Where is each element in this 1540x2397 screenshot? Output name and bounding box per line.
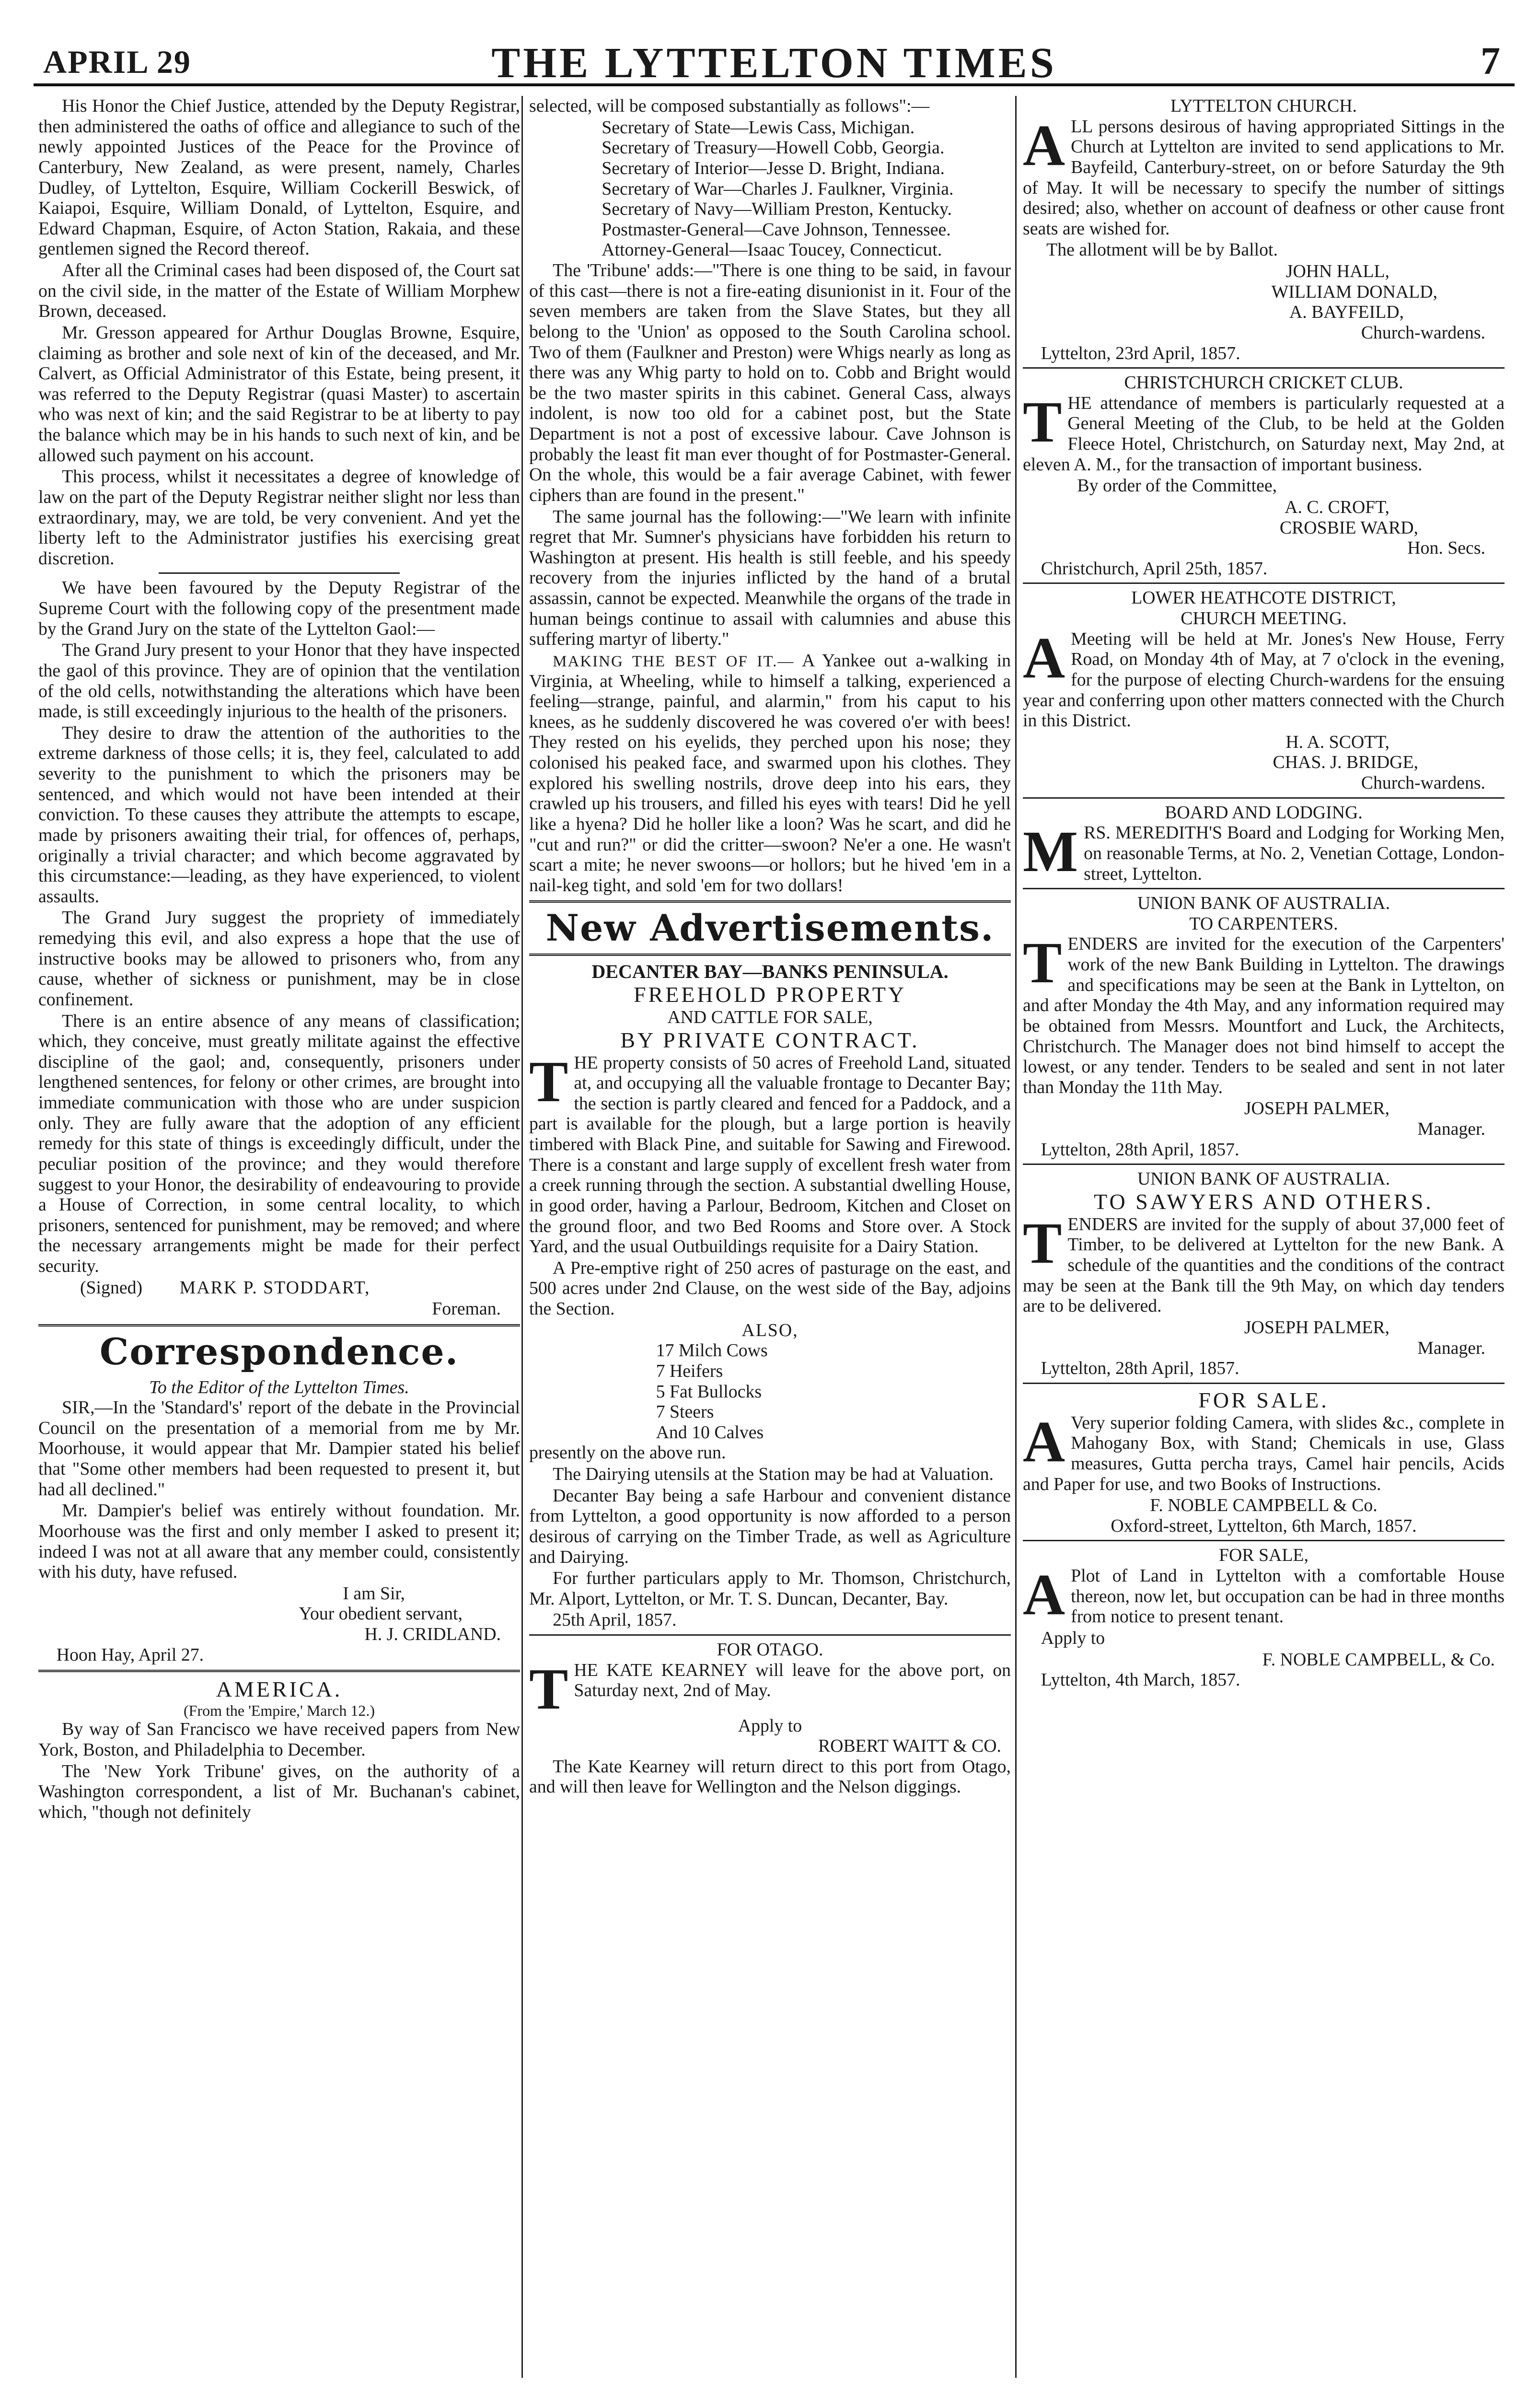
dateline: Lyttelton, 28th April, 1857. — [1041, 1358, 1239, 1379]
list-item: Secretary of State—Lewis Cass, Michigan. — [602, 117, 915, 138]
paragraph: Decanter Bay being a safe Harbour and convenient distance from Lyttelton, a good opportunity is now afforded to a person desirous of carrying on the Timber Trade, as well as Agriculture and Dairying. — [529, 1485, 1011, 1567]
advertiser-name: F. NOBLE CAMPBELL, & Co. — [1262, 1649, 1495, 1670]
letter-salutation-heading: To the Editor of the Lyttelton Times. — [149, 1377, 409, 1397]
section-heading: AMERICA. — [216, 1677, 343, 1702]
ad-body — [1023, 1562, 1505, 1627]
livestock-list — [529, 1340, 1011, 1443]
issue-date: APRIL 29 — [43, 44, 191, 80]
ad-text: HE KATE KEARNEY will leave for the above port, on Saturday next, 2nd of May. — [574, 1660, 1011, 1701]
ad-text: ENDERS are invited for the supply of about 37,000 feet of Timber, to be delivered at Lyttelton for the new Bank. A schedule of the quantities and the conditions of the contract may be seen at the Bank till the 9th May, on which day tenders are to be delivered. — [1023, 1214, 1505, 1316]
ad-text: HE attendance of members is particularly requested at a General Meeting of the Club, to be held at the Golden Fleece Hotel, Christchurch, on Saturday next, May 2nd, at eleven A. M., for the transaction of important business. — [1023, 393, 1505, 475]
divider — [1023, 1164, 1505, 1165]
paragraph: selected, will be composed substantially as follows":— — [529, 96, 930, 116]
list-item: Attorney-General—Isaac Toucey, Connecticut. — [602, 240, 942, 260]
signer-title: Church-wardens. — [1361, 773, 1485, 793]
ad-heading: DECANTER BAY—BANKS PENINSULA. — [591, 961, 949, 983]
paragraph: The 'Tribune' adds:—"There is one thing to be said, in favour of this cast—there is not a fire-eating disunionist in it. Four of the seven members are taken from the Slave States, but they all belong to the 'Union' as opposed to the South Carolina school. Two of them (Faulkner and Preston) were Whigs nearly as long as there was any Whig party to hold on to. Cobb and Bright would be the two master spirits in this cabinet. General Cass, always indolent, is now too old for a cabinet post, but the State Department is not a post of excessive labour. Cave Johnson is probably the least fit man ever thought of for Postmaster-General. On the whole, this would be a fair average Cabinet, with fewer ciphers than are found in the present." — [529, 260, 1011, 505]
paragraph: By way of San Francisco we have received papers from New York, Boston, and Philadelphia to December. — [38, 1719, 520, 1760]
divider — [1023, 888, 1505, 889]
column-1 — [38, 96, 520, 1823]
paragraph: After all the Criminal cases had been disposed of, the Court sat on the civil side, in the matter of the Estate of William Morphew Brown, deceased. — [38, 260, 520, 322]
advertiser-name: F. NOBLE CAMPBELL & Co. — [1150, 1495, 1378, 1516]
ad-subheading: TO SAWYERS AND OTHERS. — [1094, 1189, 1434, 1214]
column-2 — [529, 96, 1011, 1798]
newspaper-title: THE LYTTELTON TIMES — [491, 39, 1057, 87]
signer-name: A. C. CROFT, — [1285, 497, 1389, 517]
signer-name: JOSEPH PALMER, — [1244, 1098, 1389, 1119]
drop-cap: A — [1023, 1562, 1065, 1627]
paragraph — [529, 651, 1011, 896]
drop-cap: T — [1023, 931, 1062, 996]
closing: Your obedient servant, — [299, 1604, 463, 1624]
ad-heading: UNION BANK OF AUSTRALIA. — [1137, 1169, 1390, 1189]
list-item: 7 Heifers — [656, 1361, 723, 1381]
signer-title: Manager. — [1417, 1119, 1485, 1139]
ad-body — [1023, 625, 1505, 731]
apply-line: Apply to — [738, 1715, 802, 1736]
paragraph: presently on the above run. — [529, 1443, 726, 1463]
list-item: Postmaster-General—Cave Johnson, Tennessee. — [602, 219, 951, 240]
paragraph: Mr. Dampier's belief was entirely without foundation. Mr. Moorhouse was the first and only member I asked to present it; indeed I was not at all aware that any member could, consistently with his duty, have refused. — [38, 1501, 520, 1582]
divider — [529, 954, 1011, 956]
signer-name: JOSEPH PALMER, — [1244, 1317, 1389, 1338]
ad-heading: FOR OTAGO. — [717, 1640, 823, 1660]
signer-title: Hon. Secs. — [1407, 538, 1485, 559]
signer-name: WILLIAM DONALD, — [1271, 281, 1437, 302]
signer-title: Church-wardens. — [1361, 322, 1485, 343]
letter-signer: H. J. CRIDLAND. — [364, 1624, 501, 1645]
ad-text: Meeting will be held at Mr. Jones's New House, Ferry Road, on Monday 4th of May, at 7 o'clock in the evening, for the purpose of electing Church-wardens for the ensuing year and conferring upon other matters connected with the Church in this District. — [1023, 628, 1505, 731]
ad-subheading: FREEHOLD PROPERTY — [633, 982, 907, 1007]
divider — [529, 900, 1011, 903]
signer-name: MARK P. STODDART, — [179, 1277, 371, 1298]
signer-name: CHAS. J. BRIDGE, — [1273, 752, 1418, 773]
ad-heading: LYTTELTON CHURCH. — [1170, 96, 1357, 116]
drop-cap: A — [1023, 1409, 1065, 1474]
cabinet-list — [529, 117, 1011, 260]
paragraph-body: A Yankee out a-walking in Virginia, at Wheeling, while to himself a talking, experienced a feeling—strange, painful, and alarmin," from his caput to his knees, as he suddenly discovered he was covered o'er with bees! They rested on his eyelids, they perched upon his nose; they colonised his peaked face, and swarmed upon his clothes. They explored his swelling nostrils, drove deep into his ears, they crawled up his trousers, and filled his eyes with tears! Did he yell like a hyena? Did he holler like a loon? Was he scart, and did he "cut and run?" or did the critter—swoon? Ne'er a one. He wasn't scart a mite; he never swoons—or hollors; but he hived 'em in a nail-keg tight, and sold 'em for two dollars! — [529, 650, 1011, 896]
dateline: Oxford-street, Lyttelton, 6th March, 1857. — [1111, 1515, 1417, 1536]
list-item: Secretary of Navy—William Preston, Kentucky. — [602, 199, 952, 220]
ad-text: HE property consists of 50 acres of Freehold Land, situated at, and occupying all the valuable frontage to Decanter Bay; the section is partly cleared and fenced for a Paddock, and a part is available for the plough, but a large portion is heavily timbered with Black Pine, and suitable for Sawing and Firewood. There is a constant and large supply of excellent fresh water from a creek running through the section. A substantial dwelling House, in good order, having a Parlour, Bedroom, Kitchen and Closet on the ground floor, and two Bed Rooms and Store over. A Stock Yard, and the usual Outbuildings requisite for a Dairy Station. — [529, 1052, 1011, 1257]
signer-name: H. A. SCOTT, — [1285, 732, 1389, 752]
divider — [1023, 367, 1505, 369]
drop-cap: A — [1023, 625, 1065, 690]
dateline: Hoon Hay, April 27. — [56, 1644, 204, 1665]
signer-name: JOHN HALL, — [1285, 261, 1389, 281]
ad-subheading: BY PRIVATE CONTRACT. — [620, 1027, 920, 1052]
paragraph: They desire to draw the attention of the authorities to the extreme darkness of those cells; it is, they feel, calculated to add severity to the punishment to which the prisoners may be sentenced, and which would not have been intended at their conviction. To these causes they attribute the attempts to escape, made by prisoners awaiting their trial, for offences of, perhaps, originally a trivial character; and which become aggravated by this circumstance:—leading, as they have experienced, to violent assaults. — [38, 722, 520, 907]
section-heading: New Advertisements. — [545, 907, 995, 950]
divider — [1023, 1540, 1505, 1541]
ad-text: Plot of Land in Lyttelton with a comfortable House thereon, now let, but occupation can be had in three months from notice to present tenant. — [1071, 1566, 1505, 1627]
ad-body — [1023, 1210, 1505, 1316]
drop-cap: T — [1023, 1210, 1062, 1276]
dateline: Lyttelton, 4th March, 1857. — [1041, 1670, 1240, 1690]
ad-heading: FOR SALE. — [1198, 1387, 1329, 1412]
list-item: Secretary of War—Charles J. Faulkner, Virginia. — [602, 178, 954, 199]
divider — [1023, 582, 1505, 584]
ad-body — [529, 1049, 1011, 1257]
dateline: Lyttelton, 28th April, 1857. — [1041, 1139, 1239, 1160]
ad-heading: CHURCH MEETING. — [1181, 608, 1347, 628]
ad-subheading: ALSO, — [741, 1320, 799, 1340]
paragraph: There is an entire absence of any means of classification; which, they conceive, must greatly militate against the effective discipline of the gaol; and, consequently, prisoners under lengthened sentences, for felony or other crimes, are brought into immediate communication with those who are under suspicion only. They are fully aware that the adoption of any efficient remedy for this state of things is exceedingly difficult, under the peculiar position of the province; and they would therefore suggest to your Honor, the desirability of endeavouring to provide a House of Correction, in some central locality, to which prisoners, sentenced for punishment, may be removed; and where the necessary arrangements might be made for their perfect security. — [38, 1011, 520, 1276]
section-heading: Correspondence. — [99, 1330, 459, 1373]
closing: I am Sir, — [343, 1583, 405, 1604]
closing: By order of the Committee, — [1077, 476, 1277, 496]
column-3 — [1023, 96, 1505, 1691]
paragraph: For further particulars apply to Mr. Thomson, Christchurch, Mr. Alport, Lyttelton, or Mr. T. S. Duncan, Decanter, Bay. — [529, 1568, 1011, 1609]
ad-heading: CHRISTCHURCH CRICKET CLUB. — [1124, 372, 1403, 393]
ad-heading: LOWER HEATHCOTE DISTRICT, — [1131, 588, 1396, 608]
paragraph: We have been favoured by the Deputy Registrar of the Supreme Court with the following copy of the presentment made by the Grand Jury on the state of the Lyttelton Gaol:— — [38, 578, 520, 639]
ad-heading: BOARD AND LODGING. — [1165, 802, 1363, 823]
ad-body — [1023, 389, 1505, 475]
drop-cap: T — [1023, 389, 1062, 454]
divider — [38, 1324, 520, 1326]
divider — [1023, 797, 1505, 799]
signature-line — [38, 1278, 520, 1298]
signer-name: CROSBIE WARD, — [1279, 517, 1418, 538]
paragraph: Mr. Gresson appeared for Arthur Douglas Browne, Esquire, claiming as brother and sole next of kin of the deceased, and Mr. Calvert, as Official Administrator of this Estate, being present, it was referred to the Deputy Registrar (quasi Master) to ascertain who was next of kin; and the said Registrar to be at liberty to pay the balance which may be in his hands to such next of kin, and be allowed such payment on his account. — [38, 322, 520, 465]
ad-text: LL persons desirous of having appropriated Sittings in the Church at Lyttelton are invited to send applications to Mr. Bayfeild, Canterbury-street, on or before Saturday the 9th of May. It will be necessary to specify the number of sittings desired; also, whether on account of deafness or other cause front seats are wished for. — [1023, 116, 1505, 239]
ad-text: Very superior folding Camera, with slides &c., complete in Mahogany Box, with Stand; Chemicals in use, Glass measures, Gutta percha trays, Camel hair pencils, Acids and Paper for use, and two Books of Instructions. — [1023, 1412, 1505, 1494]
divider — [1023, 1383, 1505, 1384]
list-item: 5 Fat Bullocks — [656, 1381, 762, 1402]
paragraph: The Dairying utensils at the Station may be had at Valuation. — [553, 1464, 994, 1485]
paragraph-lead: MAKING THE BEST OF IT.— — [553, 652, 795, 670]
dateline: Christchurch, April 25th, 1857. — [1041, 558, 1268, 579]
ad-subheading: AND CATTLE FOR SALE, — [667, 1007, 873, 1028]
dateline: Lyttelton, 23rd April, 1857. — [1041, 343, 1240, 363]
paragraph: SIR,—In the 'Standard's' report of the debate in the Provincial Council on the presentation of a memorial from me by Mr. Moorhouse, it would appear that Mr. Dampier stated his belief that "Some other members had been requested to present it, but had all declined." — [38, 1397, 520, 1500]
drop-cap: A — [1023, 113, 1065, 178]
drop-cap: M — [1023, 819, 1078, 884]
drop-cap: T — [529, 1656, 568, 1722]
source-note: (From the 'Empire,' March 12.) — [184, 1702, 375, 1720]
signer-title: Foreman. — [432, 1299, 501, 1319]
paragraph: His Honor the Chief Justice, attended by the Deputy Registrar, then administered the oaths of office and allegiance to such of the newly appointed Justices of the Peace for the Province of Canterbury, New Zealand, as were present, namely, Charles Dudley, of Lyttelton, Esquire, William Cockerill Beswick, of Kaiapoi, Esquire, William Donald, of Lyttelton, Esquire, and Edward Chapman, Esquire, of Acton Station, Rakaia, and these gentlemen signed the Record thereof. — [38, 96, 520, 259]
divider — [529, 1634, 1011, 1636]
signed-label: (Signed) — [80, 1277, 143, 1298]
ad-body — [529, 1656, 1011, 1722]
paragraph: A Pre-emptive right of 250 acres of pasturage on the east, and 500 acres under 2nd Clause, on the west side of the Bay, adjoins the Section. — [529, 1257, 1011, 1319]
divider — [38, 1670, 520, 1672]
ad-heading: UNION BANK OF AUSTRALIA. — [1137, 893, 1390, 914]
advertiser-name: ROBERT WAITT & CO. — [818, 1736, 1001, 1757]
signer-name: A. BAYFEILD, — [1289, 302, 1404, 323]
page-number: 7 — [1481, 39, 1500, 82]
paragraph: This process, whilst it necessitates a degree of knowledge of law on the part of the Deputy Registrar neither slight nor less than extraordinary, may, we are told, be very convenient. And yet the liberty left to the Administrator justifies his exercising great discretion. — [38, 466, 520, 569]
apply-line: Apply to — [1041, 1628, 1105, 1648]
divider — [159, 572, 400, 574]
ad-subheading: TO CARPENTERS. — [1189, 913, 1338, 934]
paragraph: The Grand Jury present to your Honor that they have inspected the gaol of this province. They are of opinion that the ventilation of the old cells, notwithstanding the alterations which have been made, is still exceedingly injurious to the health of the prisoners. — [38, 640, 520, 722]
ad-heading: FOR SALE, — [1219, 1545, 1308, 1566]
paragraph: The 'New York Tribune' gives, on the authority of a Washington correspondent, a list of Mr. Buchanan's cabinet, which, "though not definitely — [38, 1761, 520, 1822]
paragraph: The same journal has the following:—"We learn with infinite regret that Mr. Sumner's physicians have forbidden his return to Washington at present. His health is still feeble, and his speedy recovery from the injuries inflicted by the hand of a brutal assassin, cannot be expected. Meanwhile the organs of the trade in human beings continue to assail with calumnies and abuse this suffering martyr of liberty." — [529, 506, 1011, 650]
column-rule — [1015, 96, 1017, 2378]
drop-cap: T — [529, 1049, 568, 1114]
list-item: Secretary of Interior—Jesse D. Bright, Indiana. — [602, 158, 945, 178]
list-item: 17 Milch Cows — [656, 1340, 768, 1361]
signer-title: Manager. — [1417, 1338, 1485, 1358]
list-item: 7 Steers — [656, 1402, 714, 1422]
ad-text: RS. MEREDITH'S Board and Lodging for Working Men, on reasonable Terms, at No. 2, Venetian Cottage, London-street, Lyttelton. — [1084, 823, 1505, 884]
list-item: And 10 Calves — [656, 1422, 764, 1443]
ad-body — [1023, 819, 1505, 884]
ad-body — [1023, 931, 1505, 1097]
list-item: Secretary of Treasury—Howell Cobb, Georgia. — [602, 138, 945, 158]
ad-body — [1023, 1409, 1505, 1495]
column-rule — [521, 96, 523, 2378]
paragraph: The allotment will be by Ballot. — [1046, 240, 1278, 260]
paragraph: The Kate Kearney will return direct to this port from Otago, and will then leave for Wellington and the Nelson diggings. — [529, 1756, 1011, 1797]
ad-body — [1023, 113, 1505, 239]
masthead — [34, 34, 1515, 86]
paragraph: The Grand Jury suggest the propriety of immediately remedying this evil, and also express a hope that the use of instructive books may be allowed to prisoners who, from any cause, whether of sickness or punishment, may be in close confinement. — [38, 908, 520, 1010]
ad-text: ENDERS are invited for the execution of the Carpenters' work of the new Bank Building in Lyttelton. The drawings and specifications may be seen at the Bank in Lyttelton, on and after Monday the 4th May, and any information required may be obtained from Messrs. Mountfort and Luck, the Architects, Christchurch. The Manager does not bind himself to accept the lowest, or any tender. Tenders to be sealed and sent in not later than Monday the 11th May. — [1023, 934, 1505, 1097]
dateline: 25th April, 1857. — [553, 1610, 677, 1630]
